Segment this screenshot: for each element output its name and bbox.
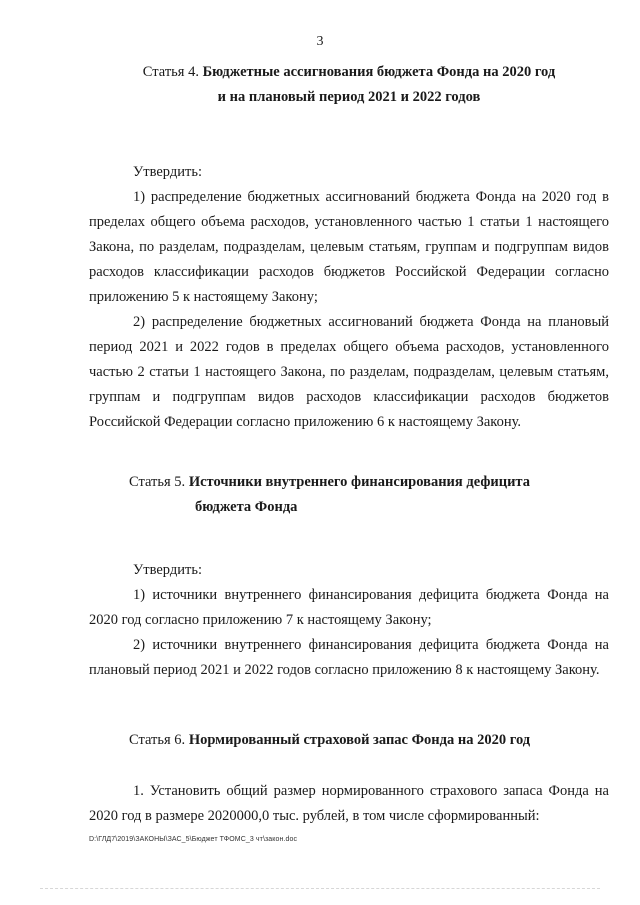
article-4-item-1: 1) распределение бюджетных ассигнований бюджета Фонда на 2020 год в пределах общего объема расходов, установленного частью 1 статьи 1 настоящего Закона, по разделам, подразделам, целевым статьям, группам и подгруппам видов расходов классификации расходов бюджетов Российской Федерации согласно приложению 5 к настоящему Закону; — [89, 189, 609, 305]
article-6 — [89, 728, 609, 829]
article-4-item-2: 2) распределение бюджетных ассигнований бюджета Фонда на плановый период 2021 и 2022 годов в пределах общего объема расходов, установленного частью 2 статьи 1 настоящего Закона, по разделам, подразделам, целевым статьям, группам и подгруппам видов расходов классификации расходов бюджетов Российской Федерации согласно приложению 6 к настоящему Закону. — [89, 314, 609, 430]
scan-edge-divider — [40, 888, 600, 890]
article-4-approve: Утвердить: — [133, 164, 202, 180]
article-5-approve: Утвердить: — [133, 562, 202, 578]
article-5 — [89, 470, 609, 683]
article-4-prefix: Статья 4. — [142, 64, 199, 80]
article-4 — [89, 60, 609, 435]
article-4-title-line2: и на плановый период 2021 и 2022 годов — [217, 89, 481, 105]
article-5-prefix: Статья 5. — [129, 474, 186, 490]
article-5-title-line1: Источники внутреннего финансирования дефицита — [188, 474, 530, 490]
article-6-prefix: Статья 6. — [129, 732, 186, 748]
article-6-item-1: 1. Установить общий размер нормированного страхового запаса Фонда на 2020 год в размере 2020000,0 тыс. рублей, в том числе сформированный: — [89, 783, 609, 824]
article-5-title-line2: бюджета Фонда — [195, 499, 298, 515]
article-4-title-line1: Бюджетные ассигнования бюджета Фонда на 2020 год — [202, 64, 556, 80]
footer-file-path: D:\ГЛД7\2019\ЗАКОНЫ\ЗАС_5\Бюджет ТФОМС_3 чт\закон.doc — [89, 836, 298, 843]
article-6-title-line1: Нормированный страховой запас Фонда на 2020 год — [188, 732, 531, 748]
page-number: 3 — [316, 34, 324, 49]
article-5-item-2: 2) источники внутреннего финансирования дефицита бюджета Фонда на плановый период 2021 и 2022 годов согласно приложению 8 к настоящему Закону. — [89, 637, 609, 678]
article-5-item-1: 1) источники внутреннего финансирования дефицита бюджета Фонда на 2020 год согласно приложению 7 к настоящему Закону; — [89, 587, 609, 628]
article-5-heading — [89, 470, 609, 520]
article-6-heading — [89, 728, 609, 753]
article-4-heading — [89, 60, 609, 110]
